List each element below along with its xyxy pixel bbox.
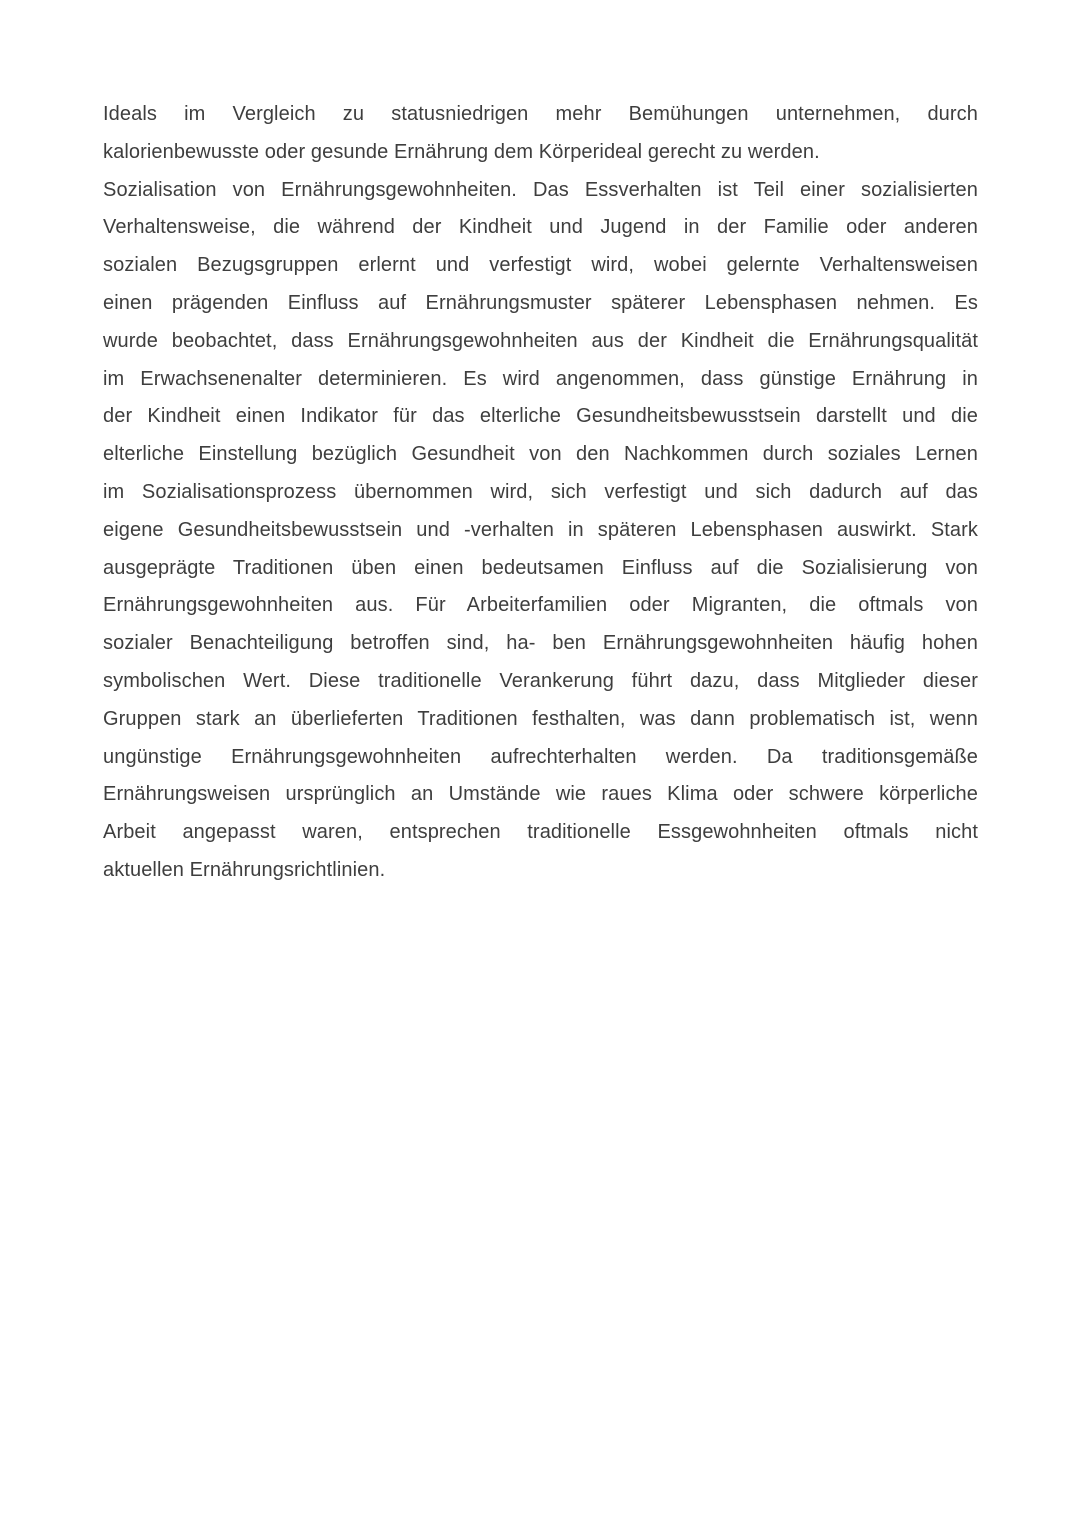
text-line: wurde beobachtet, dass Ernährungsgewohnheiten aus der Kindheit die Ernährungsqualität [103, 329, 978, 352]
text-line: Gruppen stark an überlieferten Traditionen festhalten, was dann problematisch ist, wenn [103, 707, 978, 730]
text-line: der Kindheit einen Indikator für das elterliche Gesundheitsbewusstsein darstellt und die [103, 405, 978, 428]
body-text [103, 96, 978, 890]
text-line: Ernährungsgewohnheiten aus. Für Arbeiterfamilien oder Migranten, die oftmals von [103, 594, 978, 617]
paragraph-2 [103, 172, 978, 890]
text-line: Ideals im Vergleich zu statusniedrigen mehr Bemühungen unternehmen, durch [103, 103, 978, 125]
paragraph-1 [103, 96, 978, 172]
text-line: einen prägenden Einfluss auf Ernährungsmuster späterer Lebensphasen nehmen. Es [103, 291, 978, 314]
text-line: Verhaltensweise, die während der Kindheit und Jugend in der Familie oder anderen [103, 216, 978, 239]
text-line: im Erwachsenenalter determinieren. Es wird angenommen, dass günstige Ernährung in [103, 367, 978, 390]
text-line: symbolischen Wert. Diese traditionelle Verankerung führt dazu, dass Mitglieder dieser [103, 669, 978, 692]
text-line: ungünstige Ernährungsgewohnheiten aufrechterhalten werden. Da traditionsgemäße [103, 745, 978, 768]
text-line: aktuellen Ernährungsrichtlinien. [103, 858, 386, 881]
text-line: im Sozialisationsprozess übernommen wird, sich verfestigt und sich dadurch auf das [103, 480, 978, 503]
text-line: eigene Gesundheitsbewusstsein und -verhalten in späteren Lebensphasen auswirkt. Stark [103, 518, 978, 541]
text-line: Ernährungsweisen ursprünglich an Umstände wie raues Klima oder schwere körperliche [103, 783, 978, 806]
text-line: elterliche Einstellung bezüglich Gesundheit von den Nachkommen durch soziales Lernen [103, 443, 978, 466]
text-line: Arbeit angepasst waren, entsprechen traditionelle Essgewohnheiten oftmals nicht [103, 821, 978, 844]
text-line: kalorienbewusste oder gesunde Ernährung dem Körperideal gerecht zu werden. [103, 140, 820, 163]
text-line: sozialen Bezugsgruppen erlernt und verfestigt wird, wobei gelernte Verhaltensweisen [103, 254, 978, 277]
text-line: sozialer Benachteiligung betroffen sind, ha- ben Ernährungsgewohnheiten häufig hohen [103, 632, 978, 655]
text-line: Sozialisation von Ernährungsgewohnheiten. Das Essverhalten ist Teil einer sozialisierten [103, 178, 978, 201]
text-line: ausgeprägte Traditionen üben einen bedeutsamen Einfluss auf die Sozialisierung von [103, 556, 978, 579]
